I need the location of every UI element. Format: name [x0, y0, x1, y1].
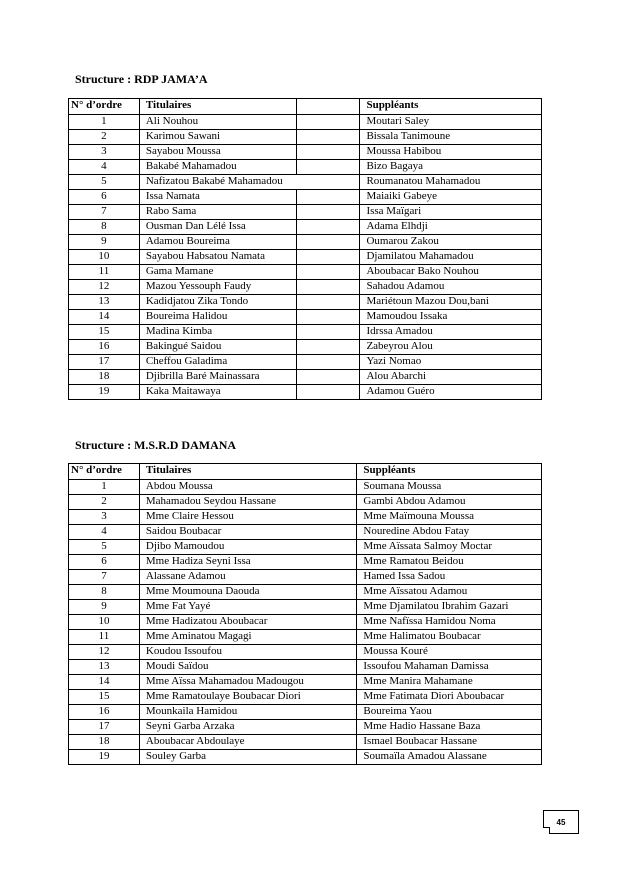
order-number: 8 [69, 585, 140, 600]
suppleant-name: Oumarou Zakou [360, 235, 542, 250]
order-number: 15 [69, 690, 140, 705]
titulaire-name: Koudou Issoufou [139, 645, 357, 660]
titulaire-name: Abdou Moussa [139, 480, 357, 495]
spacer-cell [296, 115, 360, 130]
order-number: 7 [69, 205, 140, 220]
table-row [69, 310, 542, 325]
order-number: 16 [69, 705, 140, 720]
suppleant-name: Issa Maïgari [360, 205, 542, 220]
table-row [69, 615, 542, 630]
table-row [69, 600, 542, 615]
order-number: 15 [69, 325, 140, 340]
table-row [69, 480, 542, 495]
titulaire-name: Mme Moumouna Daouda [139, 585, 357, 600]
table-row [69, 175, 542, 190]
titulaire-name: Cheffou Galadima [139, 355, 296, 370]
titulaire-name: Kaka Maitawaya [139, 385, 296, 400]
suppleant-name: Soumaïla Amadou Alassane [357, 750, 542, 765]
suppleant-name: Alou Abarchi [360, 370, 542, 385]
titulaire-name: Aboubacar Abdoulaye [139, 735, 357, 750]
table-row [69, 295, 542, 310]
suppleant-name: Moussa Kouré [357, 645, 542, 660]
table-row [69, 525, 542, 540]
suppleant-name: Mme Djamilatou Ibrahim Gazari [357, 600, 542, 615]
order-number: 7 [69, 570, 140, 585]
titulaire-name: Nafizatou Bakabé Mahamadou [139, 175, 360, 190]
spacer-cell [296, 160, 360, 175]
order-number: 4 [69, 160, 140, 175]
order-number: 6 [69, 190, 140, 205]
order-number: 3 [69, 145, 140, 160]
titulaire-name: Souley Garba [139, 750, 357, 765]
table-row [69, 355, 542, 370]
titulaire-name: Bakabé Mahamadou [139, 160, 296, 175]
column-header-spacer [296, 99, 360, 115]
table-row [69, 645, 542, 660]
titulaire-name: Alassane Adamou [139, 570, 357, 585]
spacer-cell [296, 370, 360, 385]
spacer-cell [296, 220, 360, 235]
spacer-cell [296, 295, 360, 310]
spacer-cell [296, 265, 360, 280]
table-row [69, 750, 542, 765]
order-number: 10 [69, 615, 140, 630]
suppleant-name: Mme Maïmouna Moussa [357, 510, 542, 525]
titulaire-name: Gama Mamane [139, 265, 296, 280]
titulaire-name: Moudi Saïdou [139, 660, 357, 675]
titulaire-name: Madina Kimba [139, 325, 296, 340]
spacer-cell [296, 280, 360, 295]
column-header-titulaires: Titulaires [139, 464, 357, 480]
suppleant-name: Mamoudou Issaka [360, 310, 542, 325]
spacer-cell [296, 325, 360, 340]
suppleant-name: Djamilatou Mahamadou [360, 250, 542, 265]
order-number: 14 [69, 310, 140, 325]
titulaire-name: Sayabou Habsatou Namata [139, 250, 296, 265]
spacer-cell [296, 145, 360, 160]
roster-table-msrd-damana [68, 463, 542, 765]
suppleant-name: Mme Aïssatou Adamou [357, 585, 542, 600]
titulaire-name: Mme Aïssa Mahamadou Madougou [139, 675, 357, 690]
spacer-cell [296, 385, 360, 400]
suppleant-name: Mme Hadio Hassane Baza [357, 720, 542, 735]
titulaire-name: Ousman Dan Lélé Issa [139, 220, 296, 235]
suppleant-name: Mme Ramatou Beidou [357, 555, 542, 570]
table-row [69, 585, 542, 600]
table-row [69, 735, 542, 750]
order-number: 3 [69, 510, 140, 525]
table-row [69, 325, 542, 340]
titulaire-name: Rabo Sama [139, 205, 296, 220]
column-header-suppleants: Suppléants [357, 464, 542, 480]
table-header-row [69, 464, 542, 480]
titulaire-name: Boureima Halidou [139, 310, 296, 325]
spacer-cell [296, 130, 360, 145]
spacer-cell [296, 355, 360, 370]
suppleant-name: Moussa Habibou [360, 145, 542, 160]
spacer-cell [296, 205, 360, 220]
spacer-cell [296, 190, 360, 205]
order-number: 4 [69, 525, 140, 540]
titulaire-name: Saidou Boubacar [139, 525, 357, 540]
titulaire-name: Mme Aminatou Magagi [139, 630, 357, 645]
suppleant-name: Hamed Issa Sadou [357, 570, 542, 585]
table-row [69, 495, 542, 510]
suppleant-name: Ismael Boubacar Hassane [357, 735, 542, 750]
table-row [69, 190, 542, 205]
suppleant-name: Mme Fatimata Diori Aboubacar [357, 690, 542, 705]
titulaire-name: Sayabou Moussa [139, 145, 296, 160]
titulaire-name: Mme Hadiza Seyni Issa [139, 555, 357, 570]
suppleant-name: Roumanatou Mahamadou [360, 175, 542, 190]
column-header-order: N° d’ordre [69, 99, 140, 115]
order-number: 6 [69, 555, 140, 570]
table-row [69, 555, 542, 570]
table-header-row [69, 99, 542, 115]
table-row [69, 145, 542, 160]
suppleant-name: Maiaiki Gabeye [360, 190, 542, 205]
page-number: 45 [543, 810, 579, 834]
suppleant-name: Bissala Tanimoune [360, 130, 542, 145]
table-row [69, 510, 542, 525]
order-number: 10 [69, 250, 140, 265]
order-number: 18 [69, 370, 140, 385]
order-number: 1 [69, 115, 140, 130]
spacer-cell [296, 340, 360, 355]
order-number: 2 [69, 495, 140, 510]
suppleant-name: Moutari Saley [360, 115, 542, 130]
titulaire-name: Mme Claire Hessou [139, 510, 357, 525]
titulaire-name: Mahamadou Seydou Hassane [139, 495, 357, 510]
titulaire-name: Kadidjatou Zika Tondo [139, 295, 296, 310]
table-row [69, 540, 542, 555]
table-row [69, 160, 542, 175]
titulaire-name: Djibo Mamoudou [139, 540, 357, 555]
order-number: 2 [69, 130, 140, 145]
table-row [69, 370, 542, 385]
suppleant-name: Mme Aïssata Salmoy Moctar [357, 540, 542, 555]
order-number: 14 [69, 675, 140, 690]
table-row [69, 235, 542, 250]
suppleant-name: Soumana Moussa [357, 480, 542, 495]
column-header-order: N° d’ordre [69, 464, 140, 480]
titulaire-name: Mme Hadizatou Aboubacar [139, 615, 357, 630]
order-number: 9 [69, 235, 140, 250]
order-number: 19 [69, 750, 140, 765]
titulaire-name: Seyni Garba Arzaka [139, 720, 357, 735]
spacer-cell [296, 310, 360, 325]
table-row [69, 720, 542, 735]
order-number: 19 [69, 385, 140, 400]
table-row [69, 205, 542, 220]
order-number: 12 [69, 645, 140, 660]
suppleant-name: Mme Halimatou Boubacar [357, 630, 542, 645]
order-number: 17 [69, 720, 140, 735]
table-row [69, 570, 542, 585]
order-number: 1 [69, 480, 140, 495]
spacer-cell [296, 250, 360, 265]
titulaire-name: Mme Fat Yayé [139, 600, 357, 615]
order-number: 9 [69, 600, 140, 615]
order-number: 11 [69, 630, 140, 645]
section-title-msrd-damana: Structure : M.S.R.D DAMANA [75, 438, 237, 452]
order-number: 12 [69, 280, 140, 295]
order-number: 13 [69, 660, 140, 675]
table-row [69, 385, 542, 400]
table-row [69, 340, 542, 355]
titulaire-name: Mme Ramatoulaye Boubacar Diori [139, 690, 357, 705]
section-title-rdp-jamaa: Structure : RDP JAMA’A [75, 72, 208, 86]
suppleant-name: Bizo Bagaya [360, 160, 542, 175]
column-header-suppleants: Suppléants [360, 99, 542, 115]
suppleant-name: Mme Manira Mahamane [357, 675, 542, 690]
suppleant-name: Idrssa Amadou [360, 325, 542, 340]
suppleant-name: Gambi Abdou Adamou [357, 495, 542, 510]
column-header-titulaires: Titulaires [139, 99, 296, 115]
roster-table-rdp-jamaa [68, 98, 542, 400]
titulaire-name: Mounkaila Hamidou [139, 705, 357, 720]
titulaire-name: Djibrilla Baré Mainassara [139, 370, 296, 385]
suppleant-name: Adama Elhdji [360, 220, 542, 235]
table-row [69, 630, 542, 645]
order-number: 13 [69, 295, 140, 310]
suppleant-name: Nouredine Abdou Fatay [357, 525, 542, 540]
suppleant-name: Mariétoun Mazou Dou,bani [360, 295, 542, 310]
table-row [69, 675, 542, 690]
table-row [69, 280, 542, 295]
titulaire-name: Karimou Sawani [139, 130, 296, 145]
spacer-cell [296, 235, 360, 250]
titulaire-name: Mazou Yessouph Faudy [139, 280, 296, 295]
table-row [69, 130, 542, 145]
table-row [69, 250, 542, 265]
suppleant-name: Yazi Nomao [360, 355, 542, 370]
order-number: 5 [69, 540, 140, 555]
table-row [69, 220, 542, 235]
titulaire-name: Adamou Boureima [139, 235, 296, 250]
suppleant-name: Issoufou Mahaman Damissa [357, 660, 542, 675]
order-number: 8 [69, 220, 140, 235]
titulaire-name: Ali Nouhou [139, 115, 296, 130]
table-row [69, 705, 542, 720]
titulaire-name: Issa Namata [139, 190, 296, 205]
order-number: 11 [69, 265, 140, 280]
titulaire-name: Bakingué Saidou [139, 340, 296, 355]
suppleant-name: Aboubacar Bako Nouhou [360, 265, 542, 280]
order-number: 5 [69, 175, 140, 190]
table-row [69, 265, 542, 280]
suppleant-name: Zabeyrou Alou [360, 340, 542, 355]
table-row [69, 115, 542, 130]
order-number: 17 [69, 355, 140, 370]
table-row [69, 690, 542, 705]
order-number: 16 [69, 340, 140, 355]
table-row [69, 660, 542, 675]
suppleant-name: Adamou Guéro [360, 385, 542, 400]
suppleant-name: Boureima Yaou [357, 705, 542, 720]
suppleant-name: Sahadou Adamou [360, 280, 542, 295]
order-number: 18 [69, 735, 140, 750]
suppleant-name: Mme Nafïssa Hamidou Noma [357, 615, 542, 630]
